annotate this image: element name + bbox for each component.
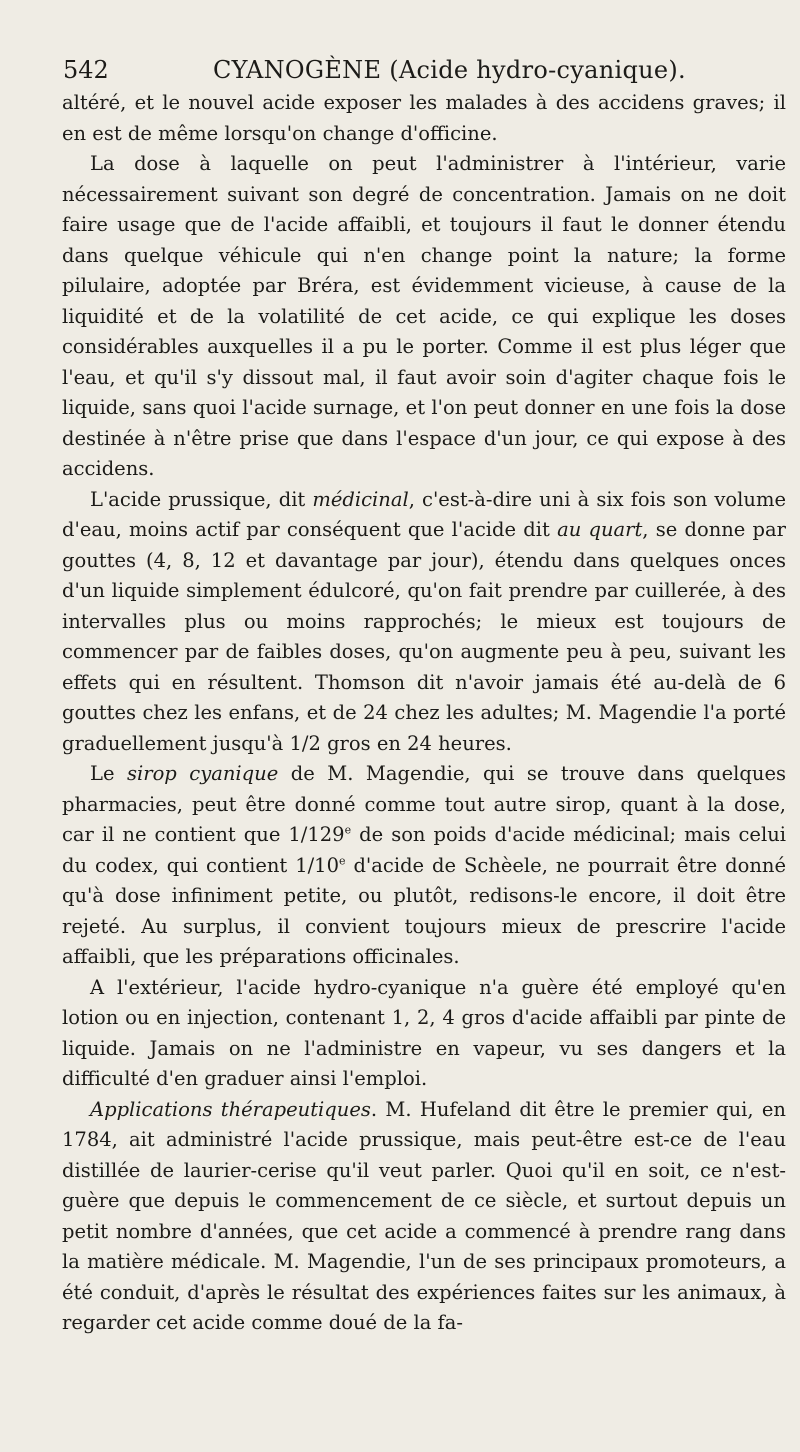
paragraph-4-text-e: d'acide de Schèele, ne pourrait être donné qu'à dose infiniment petite, ou plutôt, redisons-le encore, il doit être rejeté. Au surplus, il convient toujours mieux de prescrire l'acide affaibli, que les préparations officinales. (62, 853, 786, 968)
paragraph-4-text-d: de son poids d'acide médicinal; mais celui du codex, qui contient 1/10 (62, 823, 786, 877)
paragraph-3-text-c: , c'est-à-dire uni à six fois son volume d'eau, moins actif par conséquent que l'acide dit (62, 487, 786, 541)
paragraph-3-text-a: L'acide prussique, dit (90, 487, 313, 511)
section-heading-applications: Applications thérapeutiques (90, 1097, 371, 1121)
paragraph-3-text-e: , se donne par gouttes (4, 8, 12 et davantage par jour), étendu dans quelques onces d'un liquide simplement édulcoré, qu'on fait prendre par cuillerée, à des intervalles plus ou moins rapprochés; le mieux est toujours de commencer par de faibles doses, qu'on augmente peu à peu, suivant les effets qui en résultent. Thomson dit n'avoir jamais été au-delà de 6 gouttes chez les enfans, et de 24 chez les adultes; M. Magendie l'a porté graduellement jusqu'à 1/2 gros en 24 heures. (62, 518, 786, 755)
paragraph-4 (62, 759, 786, 973)
superscript-e-1: e (344, 823, 352, 837)
running-title: CYANOGÈNE (Acide hydro-cyanique). (213, 56, 686, 84)
paragraph-6 (62, 1095, 786, 1339)
paragraph-3-italic-au-quart: au quart (557, 518, 643, 541)
paragraph-1: altéré, et le nouvel acide exposer les malades à des accidens graves; il en est de même lorsqu'on change d'officine. (62, 91, 786, 145)
paragraph-5: A l'extérieur, l'acide hydro-cyanique n'a guère été employé qu'en lotion ou en injection, contenant 1, 2, 4 gros d'acide affaibli par pinte de liquide. Jamais on ne l'administre en vapeur, vu ses dangers et la difficulté d'en graduer ainsi l'emploi. (62, 975, 786, 1090)
superscript-e-2: e (338, 854, 346, 867)
paragraph-4-text-c: de M. Magendie, qui se trouve dans quelques pharmacies, peut être donné comme tout autre sirop, quant à la dose, car il ne contient que 1/129 (62, 762, 786, 846)
paragraph-3 (62, 485, 786, 760)
paragraph-6-text: . M. Hufeland dit être le premier qui, en 1784, ait administré l'acide prussique, mais peut-être est-ce de l'eau distillée de laurier-cerise qu'il veut parler. Quoi qu'il en soit, ce n'est-guère que depuis le commencement de ce siècle, et surtout depuis un petit nombre d'années, que cet acide a commencé à prendre rang dans la matière médicale. M. Magendie, l'un de ses principaux promoteurs, a été conduit, d'après le résultat des expériences faites sur les animaux, à regarder cet acide comme doué de la fa- (62, 1097, 786, 1334)
paragraph-3-italic-medicinal: médicinal (312, 487, 409, 511)
running-header (63, 50, 783, 90)
paragraph-4-italic-sirop: sirop cyanique (127, 762, 279, 785)
page-body (62, 88, 786, 1339)
page-number: 542 (63, 56, 109, 84)
paragraph-4-text-a: Le (90, 762, 127, 785)
paragraph-2: La dose à laquelle on peut l'administrer à l'intérieur, varie nécessairement suivant son degré de concentration. Jamais on ne doit faire usage que de l'acide affaibli, et toujours il faut le donner étendu dans quelque véhicule qui n'en change point la nature; la forme pilulaire, adoptée par Bréra, est évidemment vicieuse, à cause de la liquidité et de la volatilité de cet acide, ce qui explique les doses considérables auxquelles il a pu le porter. Comme il est plus léger que l'eau, et qu'il s'y dissout mal, il faut avoir soin d'agiter chaque fois le liquide, sans quoi l'acide surnage, et l'on peut donner en une fois la dose destinée à n'être prise que dans l'espace d'un jour, ce qui expose à des accidens. (62, 152, 786, 480)
